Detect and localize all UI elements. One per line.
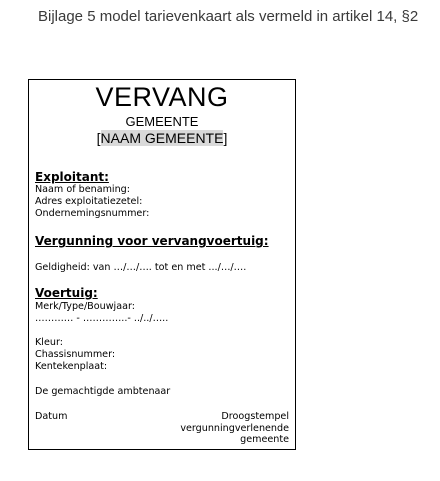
- stamp-line: gemeente: [240, 434, 289, 445]
- bracket-open: [: [96, 130, 101, 146]
- page-header: Bijlage 5 model tarievenkaart als vermeld in artikel 14, §2: [38, 8, 419, 25]
- stamp-label: [180, 411, 289, 446]
- exploitant-heading: Exploitant:: [35, 170, 109, 184]
- voertuig-line: Chassisnummer:: [35, 349, 116, 360]
- municipality-name: [29, 130, 295, 146]
- exploitant-line: Adres exploitatiezetel:: [35, 196, 143, 207]
- replacement-card: [28, 79, 296, 450]
- stamp-line: vergunningverlenende: [180, 422, 289, 434]
- exploitant-line: Ondernemingsnummer:: [35, 208, 150, 219]
- voertuig-line: ………… - …………..- ../../…..: [35, 313, 169, 324]
- voertuig-line: Kleur:: [35, 337, 63, 348]
- municipality-placeholder: NAAM GEMEENTE: [100, 130, 224, 146]
- ambtenaar-line: De gemachtigde ambtenaar: [35, 386, 171, 397]
- stamp-line: Droogstempel: [221, 411, 289, 422]
- voertuig-line: Merk/Type/Bouwjaar:: [35, 301, 135, 312]
- geldigheid-line: Geldigheid: van …/…/…. tot en met .../…/….: [35, 262, 247, 273]
- voertuig-heading: Voertuig:: [35, 286, 98, 300]
- exploitant-line: Naam of benaming:: [35, 184, 130, 195]
- voertuig-line: Kentekenplaat:: [35, 361, 108, 372]
- vergunning-heading: Vergunning voor vervangvoertuig:: [35, 234, 269, 248]
- bracket-close: ]: [223, 130, 228, 146]
- card-subtitle: GEMEENTE: [125, 114, 199, 129]
- card-title: VERVANG: [95, 82, 229, 112]
- datum-label: Datum: [35, 411, 68, 422]
